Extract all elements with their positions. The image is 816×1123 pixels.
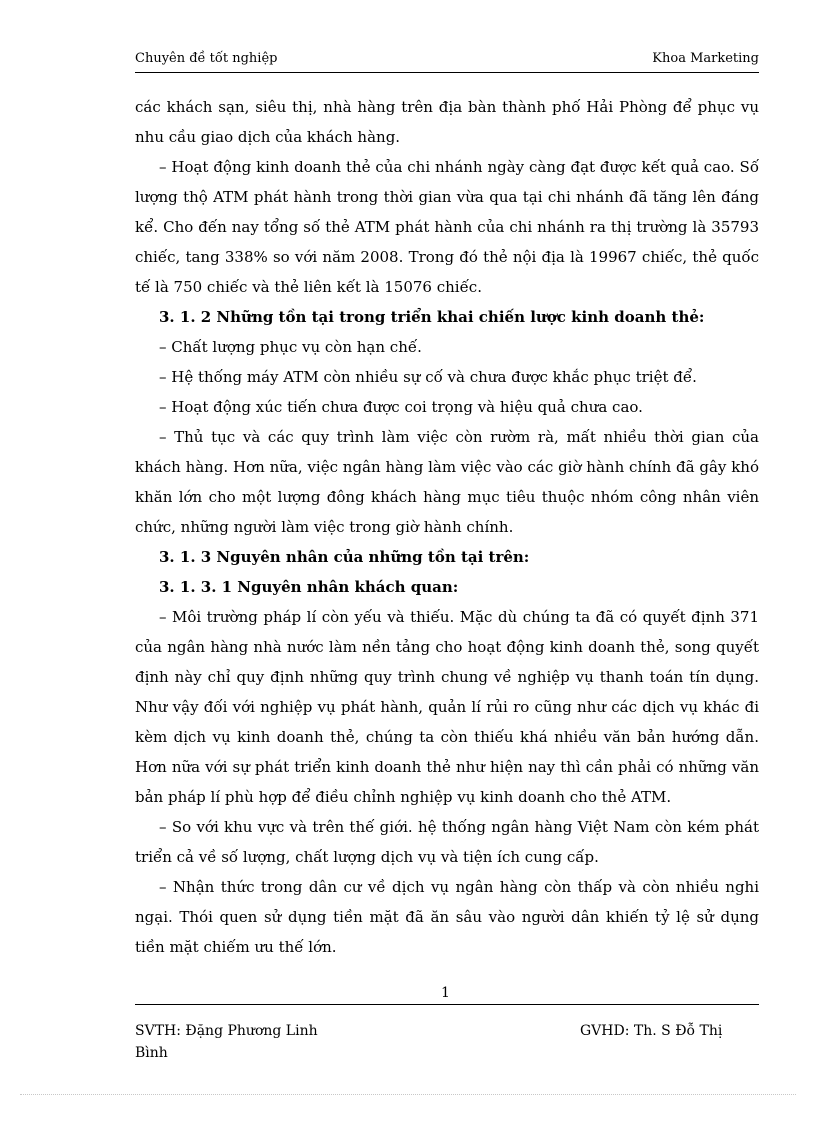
paragraph-card-results: – Hoạt động kinh doanh thẻ của chi nhánh ngày càng đạt được kết quả cao. Số lượng thộ ATM phát hành trong thời gian vừa qua tại chi nhánh đã tăng lên đáng kể. Cho đến nay tổng số thẻ ATM phát hành của chi nhánh ra thị trường là 35793 chiếc, tang 338% so với năm 2008. Trong đó thẻ nội địa là 19967 chiếc, thẻ quốc tế là 750 chiếc và thẻ liên kết là 15076 chiếc.: [135, 158, 759, 296]
paragraph-procedures: – Thủ tục và các quy trình làm việc còn rườm rà, mất nhiều thời gian của khách hàng. Hơn nữa, việc ngân hàng làm việc vào các giờ hành chính đã gây khó khăn lớn cho một lượng đông khách hàng mục tiêu thuộc nhóm công nhân viên chức, những người làm việc trong giờ hành chính.: [135, 428, 759, 536]
footer-divider: [135, 1004, 759, 1005]
section-heading-3-1-3-1: 3. 1. 3. 1 Nguyên nhân khách quan:: [159, 578, 459, 596]
body-text: [135, 92, 759, 962]
paragraph-intro: các khách sạn, siêu thị, nhà hàng trên địa bàn thành phố Hải Phòng để phục vụ nhu cầu giao dịch của khách hàng.: [135, 98, 759, 146]
section-heading-3-1-3: 3. 1. 3 Nguyên nhân của những tồn tại trên:: [159, 548, 530, 566]
page-number: 1: [441, 985, 450, 1001]
footer-student: SVTH: Đặng Phương Linh: [135, 1023, 318, 1039]
header-department: Khoa Marketing: [652, 51, 759, 66]
bullet-promotion: – Hoạt động xúc tiến chưa được coi trọng và hiệu quả chưa cao.: [159, 398, 643, 416]
paragraph-public-awareness: – Nhận thức trong dân cư về dịch vụ ngân hàng còn thấp và còn nhiều nghi ngại. Thói quen sử dụng tiền mặt đã ăn sâu vào người dân khiến tỷ lệ sử dụng tiền mặt chiếm ưu thế lớn.: [135, 878, 759, 956]
bullet-atm-system: – Hệ thống máy ATM còn nhiều sự cố và chưa được khắc phục triệt để.: [159, 368, 697, 386]
page-header: [135, 50, 759, 73]
footer-student-continued: Bình: [135, 1045, 168, 1061]
paragraph-legal-environment: – Môi trường pháp lí còn yếu và thiếu. Mặc dù chúng ta đã có quyết định 371 của ngân hàng nhà nước làm nền tảng cho hoạt động kinh doanh thẻ, song quyết định này chỉ quy định những quy trình chung về nghiệp vụ thanh toán tín dụng. Như vậy đối với nghiệp vụ phát hành, quản lí rủi ro cũng như các dịch vụ khác đi kèm dịch vụ kinh doanh thẻ, chúng ta còn thiếu khá nhiều văn bản hướng dẫn. Hơn nữa với sự phát triển kinh doanh thẻ như hiện nay thì cần phải có những văn bản pháp lí phù hợp để điều chỉnh nghiệp vụ kinh doanh cho thẻ ATM.: [135, 608, 759, 806]
footer-supervisor: GVHD: Th. S Đỗ Thị: [580, 1023, 723, 1039]
section-heading-3-1-2: 3. 1. 2 Những tồn tại trong triển khai chiến lược kinh doanh thẻ:: [159, 308, 705, 326]
bullet-service-quality: – Chất lượng phục vụ còn hạn chế.: [159, 338, 422, 356]
paragraph-regional-comparison: – So với khu vực và trên thế giới. hệ thống ngân hàng Việt Nam còn kém phát triển cả về số lượng, chất lượng dịch vụ và tiện ích cung cấp.: [135, 818, 759, 866]
page-bottom-boundary: [20, 1094, 796, 1095]
header-title: Chuyên đề tốt nghiệp: [135, 51, 278, 66]
